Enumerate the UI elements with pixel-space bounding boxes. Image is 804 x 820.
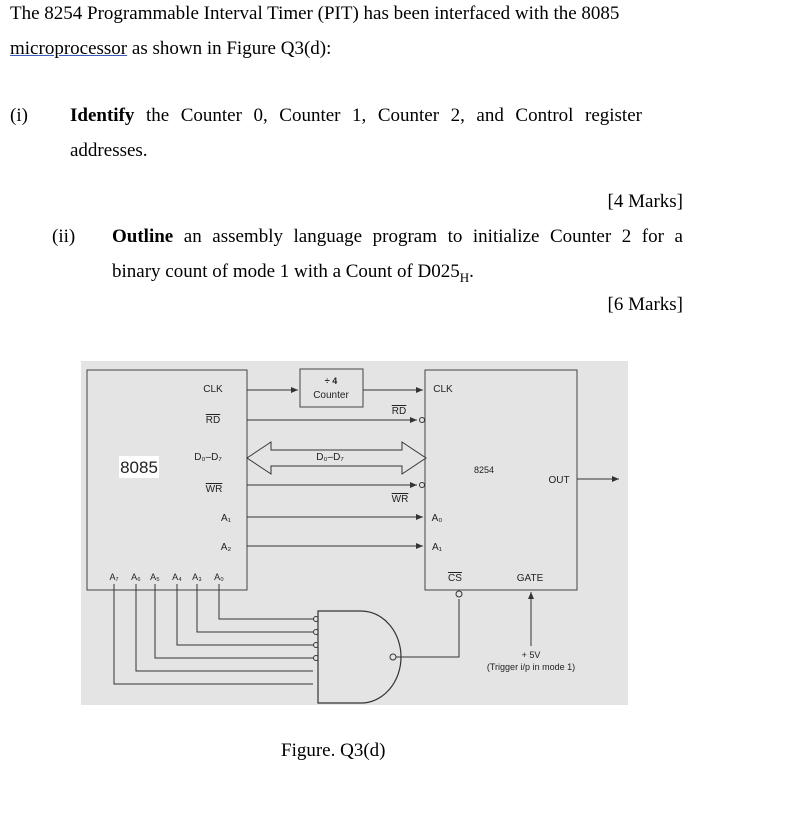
part-ii-word: program: [372, 226, 438, 247]
part-ii-word: to: [447, 226, 463, 247]
question-intro-line1: The 8254 Programmable Interval Timer (PIT) has been interfaced with the 8085: [10, 3, 620, 24]
pit-a0-label: A₀: [431, 513, 443, 524]
divider-label: Counter: [313, 390, 349, 401]
part-ii-word: assembly: [212, 226, 283, 247]
part-ii-line2-text: binary count of mode 1 with a Count of D025: [112, 261, 460, 282]
cs-bubble: [456, 591, 462, 597]
part-i-word: Counter: [377, 105, 440, 126]
part-i-label: (i): [10, 105, 28, 126]
link-microprocessor[interactable]: microprocessor: [10, 38, 128, 59]
cpu-address-bit: A₃: [192, 572, 202, 582]
cpu-address-bit: A₅: [150, 572, 160, 582]
wr-bubble: [420, 483, 425, 488]
part-i-word: Counter: [180, 105, 242, 126]
cpu-clk-label: CLK: [203, 384, 223, 395]
cpu-rd-label: RD: [205, 415, 221, 426]
nand-gate: [318, 611, 401, 703]
pit-wr-label: WR: [391, 494, 409, 505]
rd-bubble: [420, 418, 425, 423]
pit-a1-label: A₁: [431, 542, 443, 553]
question-intro-line2: [10, 39, 331, 58]
part-ii-marks: [6 Marks]: [607, 294, 683, 315]
part-i-word: 2,: [450, 105, 465, 126]
part-ii-line2: [112, 262, 474, 284]
figure-q3d: [81, 361, 628, 705]
part-i-word: and: [476, 105, 504, 126]
pit-clk-label: CLK: [433, 384, 453, 395]
supply-label: + 5V: [521, 650, 541, 660]
part-ii-keyword: Outline: [112, 226, 174, 247]
part-i-line1: [70, 106, 642, 125]
cpu-a2-label: A₂: [220, 542, 232, 553]
cpu-a1-label: A₁: [220, 513, 232, 524]
part-i-word: Control: [515, 105, 574, 126]
cpu-address-bit: A₄: [172, 572, 182, 582]
cpu-address-bit: A₇: [109, 572, 119, 582]
cpu-wr-label: WR: [205, 484, 223, 495]
pit-out-label: OUT: [548, 475, 570, 486]
part-ii-word: 2: [621, 226, 632, 247]
part-i-word: 1,: [352, 105, 367, 126]
part-i-word: Counter: [279, 105, 341, 126]
trigger-note: (Trigger i/p in mode 1): [486, 662, 576, 672]
bus-label: D₀–D₇: [316, 452, 344, 463]
part-i-word: the: [145, 105, 170, 126]
part-ii-word: an: [183, 226, 202, 247]
pit-gate-label: GATE: [516, 573, 544, 584]
pit-rd-label: RD: [391, 406, 407, 417]
cpu-data-label: D₀–D₇: [194, 452, 222, 463]
part-ii-word: for: [641, 226, 664, 247]
part-ii-subscript: H: [459, 269, 470, 285]
figure-caption: Figure. Q3(d): [281, 740, 386, 761]
part-ii-word: initialize: [472, 226, 540, 247]
part-i-marks: [4 Marks]: [607, 191, 683, 212]
part-ii-word: language: [293, 226, 363, 247]
nand-output-bubble: [390, 654, 396, 660]
part-ii-label: (ii): [52, 226, 76, 247]
part-i-line2: addresses.: [70, 140, 148, 161]
part-ii-line2-end: .: [469, 261, 474, 282]
divider-label: ÷ 4: [324, 376, 338, 386]
cpu-address-bit: A₆: [131, 572, 141, 582]
part-i-word: 0,: [253, 105, 268, 126]
part-ii-line1: [112, 227, 683, 246]
cpu-name: 8085: [120, 458, 158, 477]
intro-line2-rest: as shown in Figure Q3(d):: [127, 38, 332, 59]
part-i-word: register: [585, 105, 642, 126]
cpu-address-bit: A₀: [214, 572, 224, 582]
pit-name: 8254: [473, 465, 495, 475]
part-i-keyword: Identify: [70, 105, 135, 126]
part-ii-word: a: [674, 226, 683, 247]
pit-cs-label: CS: [448, 573, 462, 584]
part-ii-word: Counter: [549, 226, 612, 247]
